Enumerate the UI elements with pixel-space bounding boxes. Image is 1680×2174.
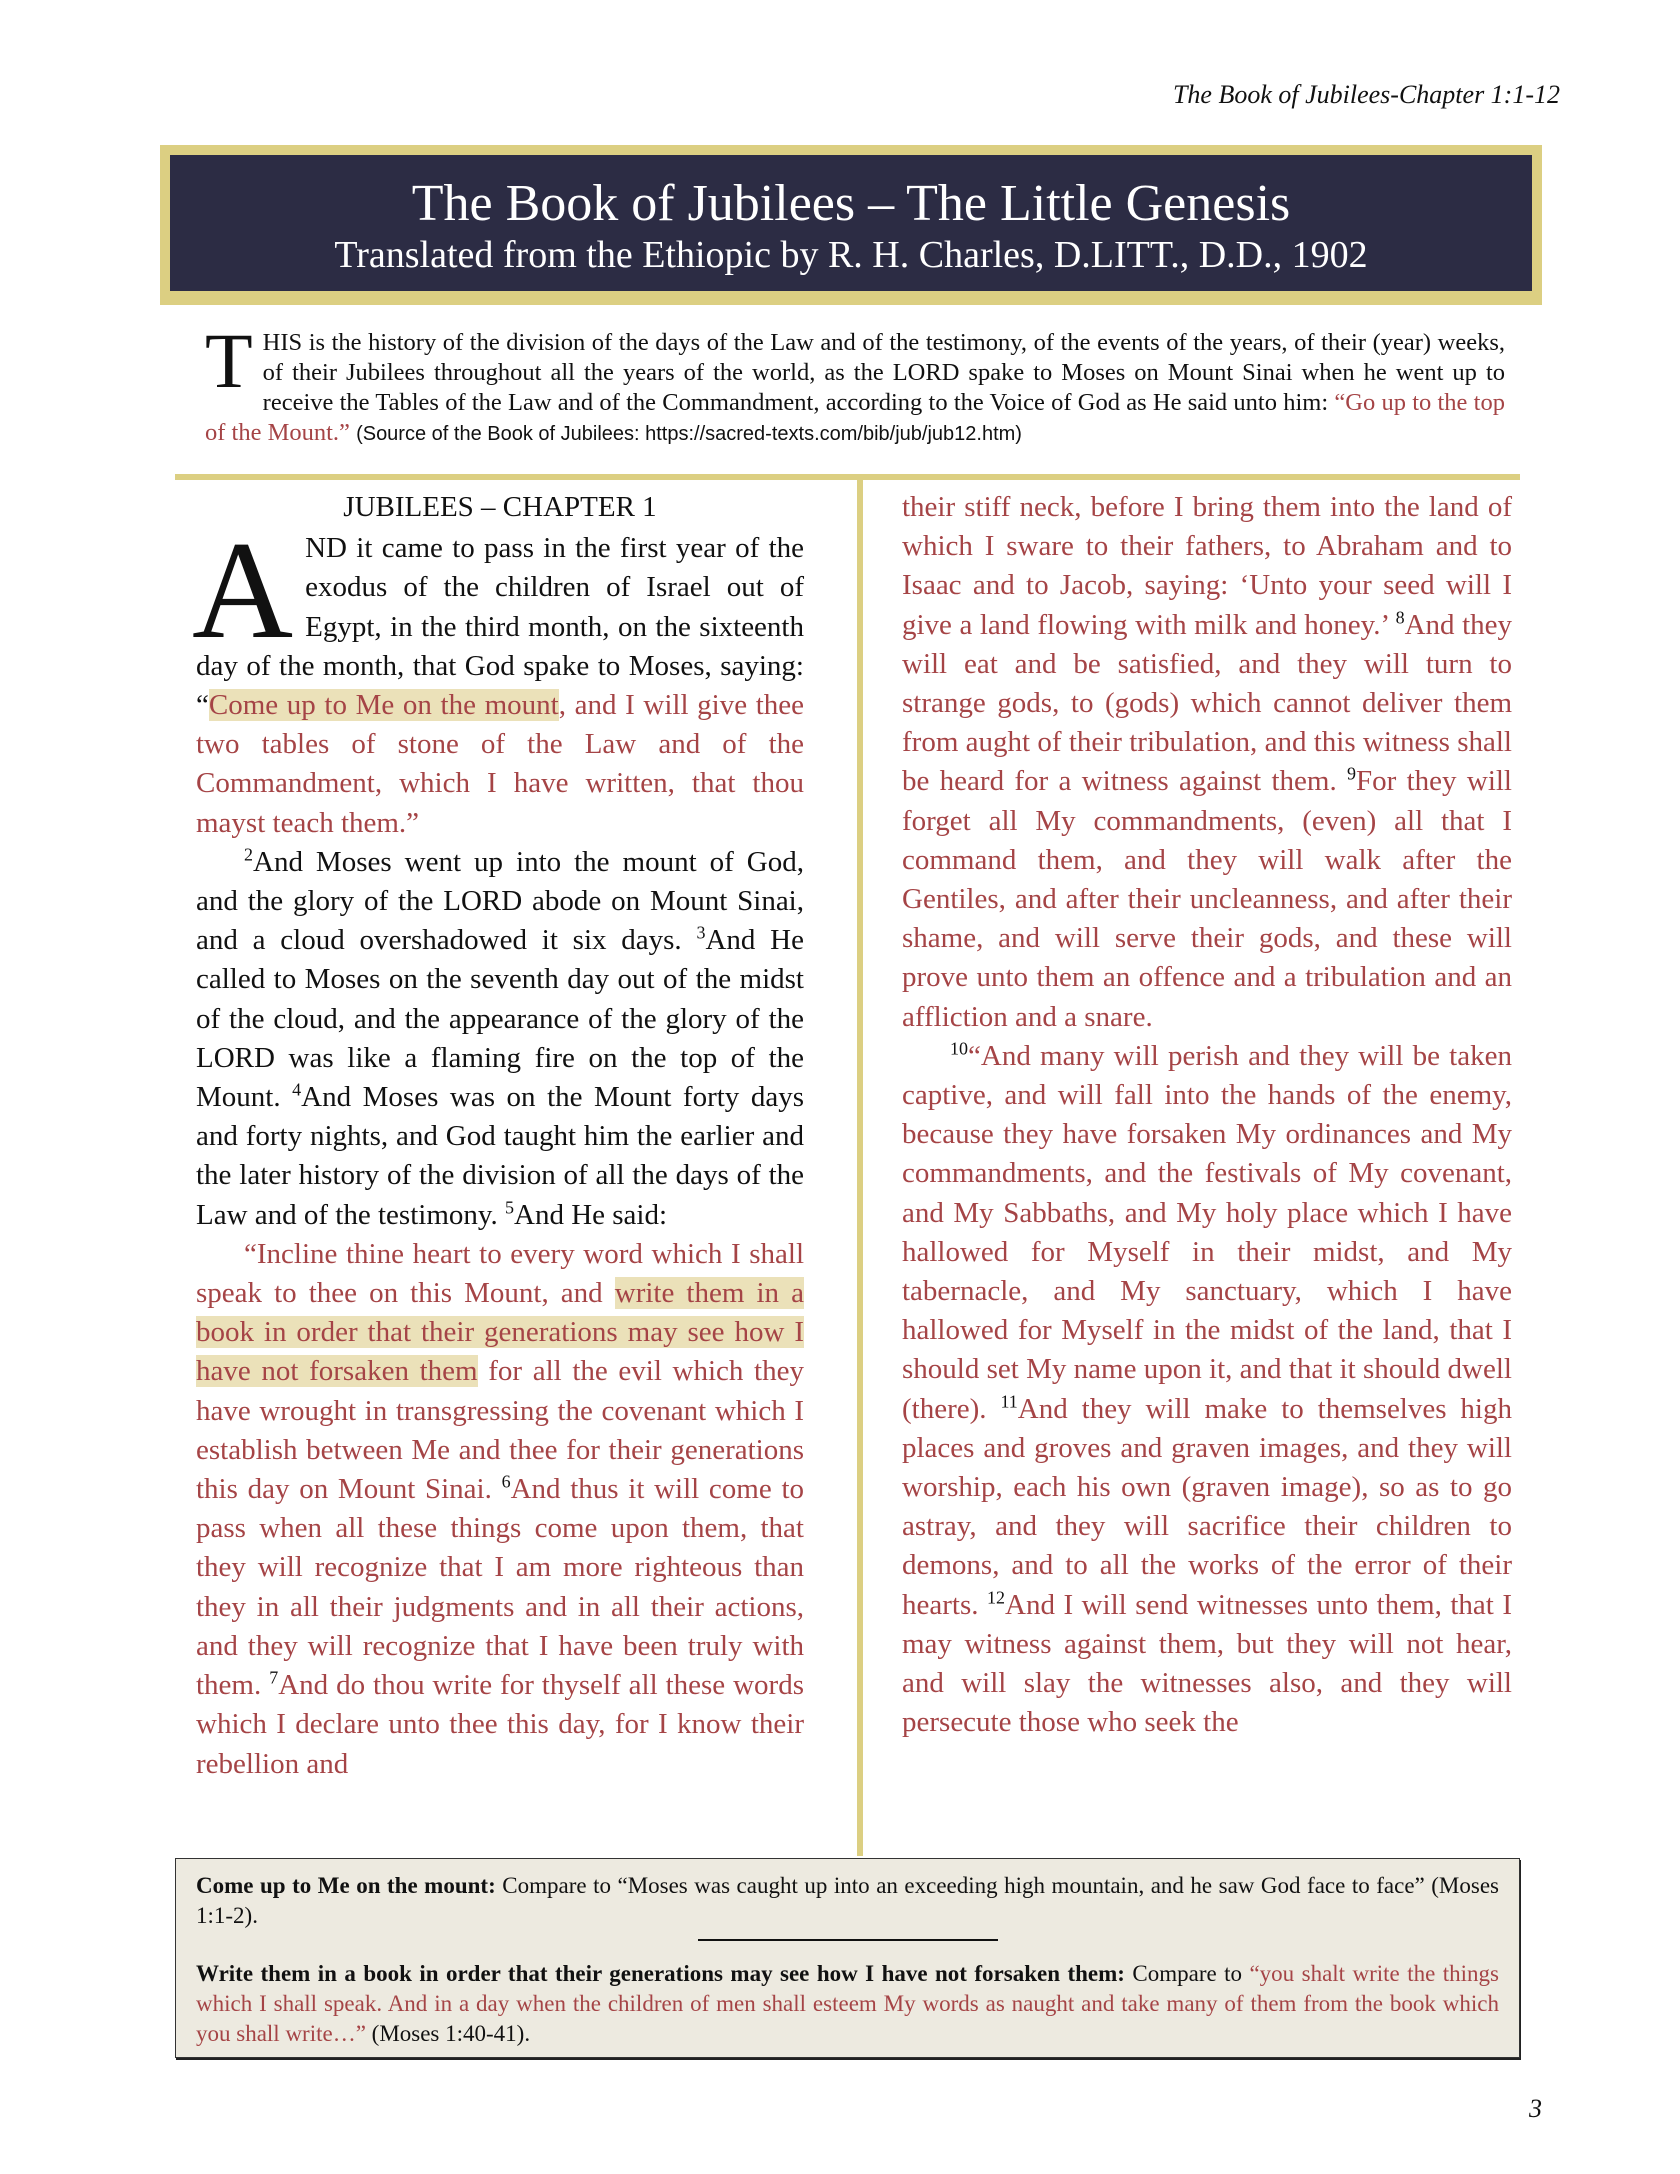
verse-number: 8 <box>1395 606 1405 627</box>
note-term: Write them in a book in order that their generations may see how I have not forsaken them: <box>196 1961 1125 1986</box>
chapter-dropcap: A <box>192 513 294 669</box>
verse-number: 6 <box>501 1471 511 1492</box>
intro-paragraph <box>205 317 1505 449</box>
column-divider <box>857 476 863 1856</box>
gold-divider <box>175 474 1520 480</box>
intro-dropcap: T <box>205 317 253 404</box>
note-term: Come up to Me on the mount: <box>196 1873 496 1898</box>
commentary-notes-box <box>175 1858 1520 2058</box>
verse-10-12: $^{10}$“And many will perish and they will be taken captive, and will fall into the hands of the enemy, because they have forsaken My ordinances and My commandments, and the festivals of My covenant, and My Sabbaths, and My holy place which I have hallowed for Myself in their midst, and My tabernacle, and My sanctuary, which I have hallowed for Myself in the midst of the land, that I should set My name upon it, and that it should dwell (there). $^{11}$And they will make to themselves high places and groves and graven images, and they will worship, each his own (graven image), so as to go astray, and they will sacrifice their children to demons, and to all the works of the error of their hearts. $^{12}$And I will send witnesses unto them, that I may witness against them, but they will not hear, and will slay the witnesses also, and they will persecute those who seek the <box>902 1038 1512 1739</box>
left-column <box>192 488 805 1784</box>
source-citation: (Source of the Book of Jubilees: https://sacred-texts.com/bib/jub/jub12.htm) <box>356 423 1022 445</box>
verse-number: 2 <box>244 844 253 865</box>
chapter-heading: JUBILEES – CHAPTER 1 <box>343 491 657 523</box>
verse-number: 10 <box>950 1038 968 1059</box>
verse-number: 12 <box>987 1587 1005 1608</box>
note-quote: “you shalt write the things which I shall speak. And in a day when the children of men shall esteem My words as naught and take many of them from the book which you shall write…” <box>196 1961 1499 2046</box>
title-banner <box>160 145 1542 305</box>
verse-number: 9 <box>1347 763 1357 784</box>
highlight-come-up: Come up to Me on the mount <box>208 689 559 722</box>
note-separator <box>698 1939 998 1941</box>
verse-number: 7 <box>269 1667 279 1688</box>
verse-1: AND it came to pass in the first year of the exodus of the children of Israel out of Egypt, in the third month, on the sixteenth day of the month, that God spake to Moses, saying: “Come up to Me on the mount, and I will give thee two tables of stone of the Law and of the Commandment, which I have written, that thou mayst teach them.” <box>192 513 805 839</box>
note-write-them: Write them in a book in order that their generations may see how I have not forsaken them: Compare to “you shalt write the things which I shall speak. And in a day when the children of men shall esteem My words as naught and take many of them from the book which you shall write…” (Moses 1:40-41). <box>196 1961 1499 2046</box>
page-subtitle: Translated from the Ethiopic by R. H. Charles, D.LITT., D.D., 1902 <box>334 234 1368 276</box>
note-come-up: Come up to Me on the mount: Compare to “Moses was caught up into an exceeding high mountain, and he saw God face to face” (Moses 1:1-2). <box>196 1873 1499 1928</box>
intro-text: HIS is the history of the division of the days of the Law and of the testimony, of the events of the years, of their (year) weeks, of their Jubilees throughout all the years of the world, as the LORD spake to Moses on Mount Sinai when he went up to receive the Tables of the Law and of the Commandment, according to the Voice of God as He said unto him: <box>262 329 1505 416</box>
right-column <box>902 488 1512 1743</box>
page-title: The Book of Jubilees – The Little Genesis <box>411 175 1291 232</box>
verse-number: 5 <box>505 1197 514 1217</box>
verse-2-4: $^2$And Moses went up into the mount of God, and the glory of the LORD abode on Mount Sinai, and a cloud overshadowed it six days. $^3$And He called to Moses on the seventh day out of the midst of the cloud, and the appearance of the glory of the LORD was like a flaming fire on the top of the Mount. $^4$And Moses was on the Mount forty days and forty nights, and God taught him the earlier and the later history of the division of all the days of the Law and of the testimony. $^5$And He said: <box>196 844 804 1231</box>
verse-number: 11 <box>1000 1391 1018 1412</box>
verse-7-9: their stiff neck, before I bring them into the land of which I sware to their fathers, to Abraham and to Isaac and to Jacob, saying: ‘Unto your seed will I give a land flowing with milk and honey.’ $^8$And they will eat and be satisfied, and they will turn to strange gods, to (gods) which cannot deliver them from aught of their tribulation, and this witness shall be heard for a witness against them. $^9$For they will forget all My commandments, (even) all that I command them, and they will walk after the Gentiles, and after their uncleanness, and after their shame, and will serve their gods, and these will prove unto them an offence and a tribulation and an affliction and a snare. <box>902 491 1513 1033</box>
page-number: 3 <box>1529 2094 1542 2123</box>
verse-number: 4 <box>292 1079 302 1100</box>
verse-number: 3 <box>696 922 706 943</box>
highlight-write-them: write them in a book in order that their generations may see how I have not forsaken them <box>196 1277 804 1388</box>
running-header: The Book of Jubilees-Chapter 1:1-12 <box>1172 80 1560 109</box>
intro-quote: “Go up to the top of the Mount.” <box>205 389 1505 446</box>
verse-5-7: “Incline thine heart to every word which I shall speak to thee on this Mount, and write them in a book in order that their generations may see how I have not forsaken them for all the evil which they have wrought in transgressing the covenant which I establish between Me and thee for their generations this day on Mount Sinai. $^6$And thus it will come to pass when all these things come upon them, that they will recognize that I am more righteous than they in all their judgments and in all their actions, and they will recognize that I have been truly with them. $^7$And do thou write for thyself all these words which I declare unto thee this day, for I know their rebellion and <box>196 1237 805 1780</box>
